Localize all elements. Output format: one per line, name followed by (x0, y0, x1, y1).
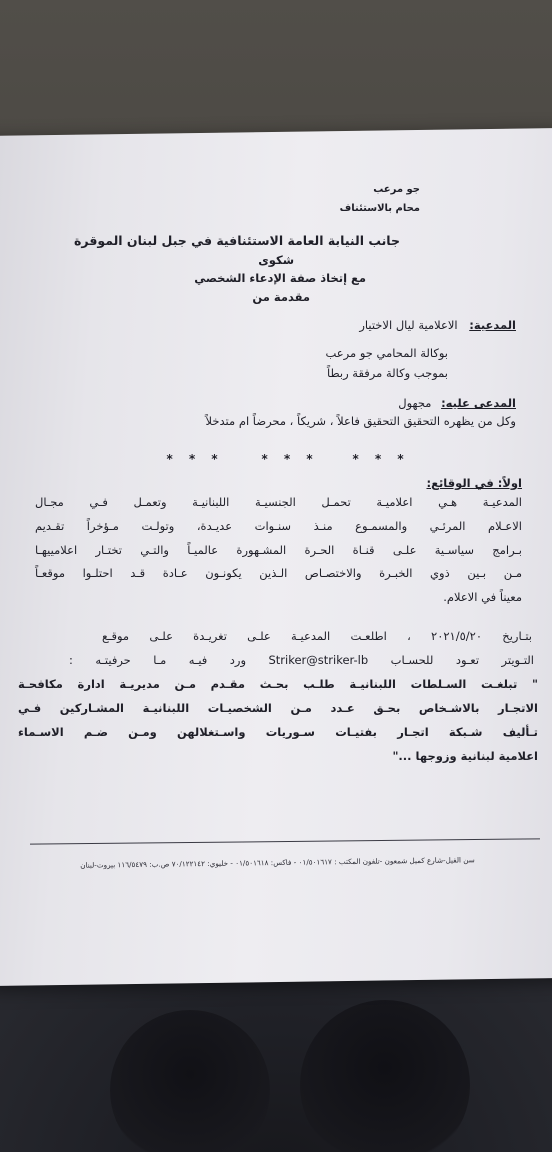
plaintiff-representation: بوكالة المحامي جو مرعب (325, 346, 448, 360)
defendant-name: مجهول (398, 396, 432, 410)
defendant-label: المدعى عليه: (441, 396, 516, 410)
plaintiff-power-of-attorney: بموجب وكالة مرفقة ربطاً (326, 366, 448, 380)
facts-p1-line: مـن بـين ذوي الخبـرة والاختصـاص الـذين يكونـون عـادة قـد احتلـوا موقعـاً (35, 566, 522, 580)
footer-contact: سن الفيل-شارع كميل شمعون -تلفون المكتب : ٠١/٥٠١٦١٧ - فاكس: ٠١/٥٠١٦١٨ - خليوي: ٧٠/١٢٢١٤٢ ص.ب: ١١٦/٥٤٧٩ بيروت-لبنان (80, 855, 475, 870)
facts-quote-line: الاتجـار بالاشـخاص بحـق عـدد مـن الشخصيـات اللبنانيـة المشـاركين فـي (18, 701, 538, 715)
facts-p1-line: المدعيـة هـي اعلاميـة تحمـل الجنسيـة اللبنانيـة وتعمـل فـي مجـال (35, 495, 522, 509)
heading-submitted-by: مقدمة من (252, 290, 310, 304)
facts-p2-line: التـويتر تعـود للحسـاب Striker@striker-lb ورد فيـه مـا حرفيتـه : (69, 653, 534, 667)
plaintiff-row (359, 318, 516, 332)
facts-heading: اولاً: في الوقائع: (426, 476, 522, 490)
heading-doc-type: شكوى (258, 253, 294, 267)
plaintiff-label: المدعية: (469, 318, 516, 332)
star-group: * * * (261, 452, 318, 466)
facts-quote-line: تـأليف شـبكة اتجـار بفتيـات سـوريات واسـتغلالهن ومـن ضـم الاسـماء (18, 725, 538, 739)
defendant-description: وكل من يظهره التحقيق التحقيق فاعلاً ، شريكاً ، محرضاً ام متدخلاً (205, 414, 516, 428)
facts-p1-line: الاعـلام المرئـي والمسمـوع منـذ سنـوات عديـدة، وتولـت مـؤخراً تقـديم (35, 519, 522, 533)
heading-addressee: جانب النيابة العامة الاستئنافية في جبل لبنان الموقرة (74, 233, 400, 248)
heading-subtitle: مع إتخاذ صفة الإدعاء الشخصي (194, 271, 366, 285)
star-group: * * * (166, 452, 223, 466)
star-group: * * * (352, 452, 409, 466)
facts-p1-line: معيناً في الاعلام. (443, 590, 522, 604)
plaintiff-name: الاعلامية ليال الاختيار (359, 318, 458, 332)
facts-p1-line: بـرامج سياسـية علـى قنـاة الحـرة المشـهورة عالميـاً والتـي تختـار اعلامييهـا (35, 543, 522, 557)
facts-quote-line: " تبلغـت السـلطات اللبنانيـة طلـب بحـث مقـدم مـن مديريـة ادارة مكافحـة (18, 677, 538, 691)
facts-quote-line: اعلامية لبنانية وزوجها ..." (392, 749, 538, 763)
letterhead-name: جو مرعب (373, 184, 420, 195)
facts-p2-line: بتـاريخ ٢٠٢١/٥/٢٠ ، اطلعـت المدعيـة علـى تغريـدة علـى موقـع (102, 629, 532, 643)
footer-divider (30, 838, 540, 844)
letterhead-title: محام بالاستئناف (339, 203, 420, 214)
defendant-row (398, 396, 516, 410)
